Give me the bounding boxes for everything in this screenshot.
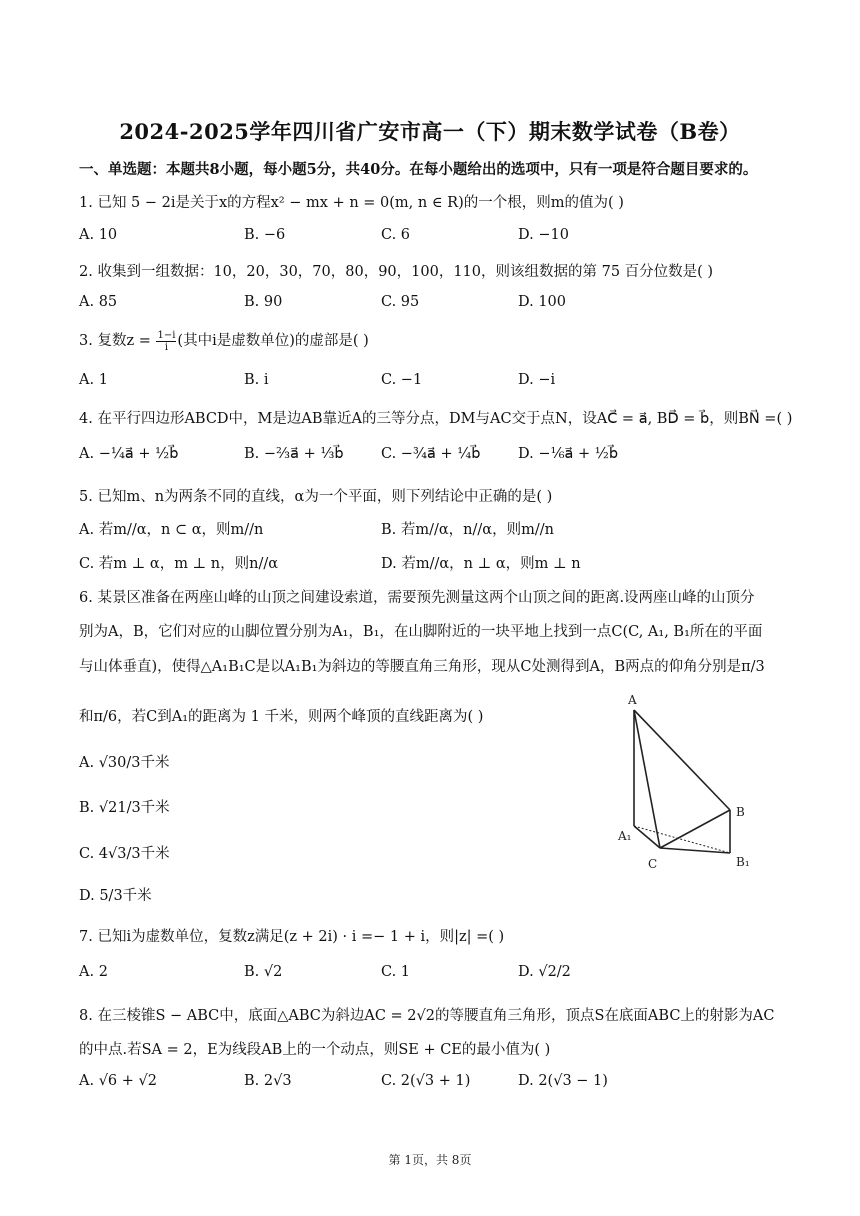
q3-stem-prefix: 3. 复数z =: [79, 333, 156, 349]
q4-option-a: A. −¼a⃗ + ½b⃗: [79, 446, 179, 462]
q8-option-c: C. 2(√3 + 1): [381, 1073, 471, 1089]
q3-fraction: [156, 330, 176, 353]
section-heading: 一、单选题：本题共8小题，每小题5分，共40分。在每小题给出的选项中，只有一项是符合题目要求的。: [79, 161, 758, 178]
q2-option-a: A. 85: [79, 294, 118, 310]
question-6-line-4: 和π/6，若C到A₁的距离为 1 千米，则两个峰顶的直线距离为( ): [79, 709, 484, 725]
q8-option-a: A. √6 + √2: [79, 1073, 157, 1089]
label-c: C: [648, 857, 658, 871]
q7-option-a: A. 2: [79, 964, 108, 980]
label-b: B: [736, 805, 745, 819]
label-a: A: [628, 693, 637, 707]
q3-option-d: D. −i: [518, 372, 556, 388]
q3-fraction-denominator: i: [164, 341, 169, 353]
exam-title: 2024-2025学年四川省广安市高一（下）期末数学试卷（B卷）: [119, 119, 741, 144]
q3-fraction-numerator: 1−i: [157, 329, 176, 341]
q6-option-d: D. 5/3千米: [79, 888, 152, 904]
question-1-stem: 1. 已知 5 − 2i是关于x的方程x² − mx + n = 0(m, n ∈ R)的一个根，则m的值为( ): [79, 195, 624, 211]
q6-option-c: C. 4√3/3千米: [79, 846, 170, 862]
question-6-line-2: 别为A，B，它们对应的山脚位置分别为A₁，B₁，在山脚附近的一块平地上找到一点C(C, A₁, B₁所在的平面: [79, 624, 763, 640]
q2-option-b: B. 90: [244, 294, 283, 310]
question-8-line-2: 的中点.若SA = 2，E为线段AB上的一个动点，则SE + CE的最小值为( ): [79, 1042, 551, 1058]
question-4-stem: 4. 在平行四边形ABCD中，M是边AB靠近A的三等分点，DM与AC交于点N，设AC⃗ = a⃗, BD⃗ = b⃗，则BN⃗ =( ): [79, 411, 793, 427]
q7-option-d: D. √2/2: [518, 964, 571, 980]
q4-option-d: D. −⅙a⃗ + ½b⃗: [518, 446, 619, 462]
q2-option-c: C. 95: [381, 294, 420, 310]
q5-option-c: C. 若m ⊥ α，m ⊥ n，则n//α: [79, 556, 279, 572]
q3-stem-suffix: (其中i是虚数单位)的虚部是( ): [177, 333, 369, 349]
q4-option-b: B. −⅔a⃗ + ⅓b⃗: [244, 446, 344, 462]
q7-option-c: C. 1: [381, 964, 411, 980]
label-a1: A₁: [618, 829, 632, 843]
question-3-stem: [79, 329, 369, 353]
q2-option-d: D. 100: [518, 294, 567, 310]
edge-c-b: [660, 810, 730, 848]
q6-geometry-figure: [612, 688, 762, 878]
q5-option-b: B. 若m//α，n//α，则m//n: [381, 522, 554, 538]
q1-option-d: D. −10: [518, 227, 569, 243]
q3-option-c: C. −1: [381, 372, 423, 388]
question-2-stem: 2. 收集到一组数据：10，20，30，70，80，90，100，110，则该组数据的第 75 百分位数是( ): [79, 264, 714, 280]
q4-option-c: C. −¾a⃗ + ¼b⃗: [381, 446, 481, 462]
q5-option-a: A. 若m//α，n ⊂ α，则m//n: [79, 522, 264, 538]
label-b1: B₁: [736, 855, 750, 869]
page-footer: 第 1页，共 8页: [388, 1153, 472, 1167]
question-6-line-3: 与山体垂直)，使得△A₁B₁C是以A₁B₁为斜边的等腰直角三角形，现从C处测得到A，B两点的仰角分别是π/3: [79, 659, 765, 675]
q1-option-b: B. −6: [244, 227, 286, 243]
question-6-line-1: 6. 某景区准备在两座山峰的山顶之间建设索道，需要预先测量这两个山顶之间的距离.设两座山峰的山顶分: [79, 590, 755, 606]
q6-option-a: A. √30/3千米: [79, 755, 170, 771]
q3-option-b: B. i: [244, 372, 269, 388]
question-5-stem: 5. 已知m、n为两条不同的直线，α为一个平面，则下列结论中正确的是( ): [79, 489, 553, 505]
q6-option-b: B. √21/3千米: [79, 800, 170, 816]
q3-option-a: A. 1: [79, 372, 108, 388]
q1-option-c: C. 6: [381, 227, 411, 243]
q8-option-b: B. 2√3: [244, 1073, 292, 1089]
q7-option-b: B. √2: [244, 964, 283, 980]
q1-option-a: A. 10: [79, 227, 118, 243]
question-7-stem: 7. 已知i为虚数单位，复数z满足(z + 2i) · i =− 1 + i，则|z| =( ): [79, 929, 505, 945]
edge-a-b: [634, 710, 730, 810]
q5-option-d: D. 若m//α，n ⊥ α，则m ⊥ n: [381, 556, 581, 572]
q8-option-d: D. 2(√3 − 1): [518, 1073, 608, 1089]
question-8-line-1: 8. 在三棱锥S − ABC中，底面△ABC为斜边AC = 2√2的等腰直角三角形，顶点S在底面ABC上的射影为AC: [79, 1008, 775, 1024]
